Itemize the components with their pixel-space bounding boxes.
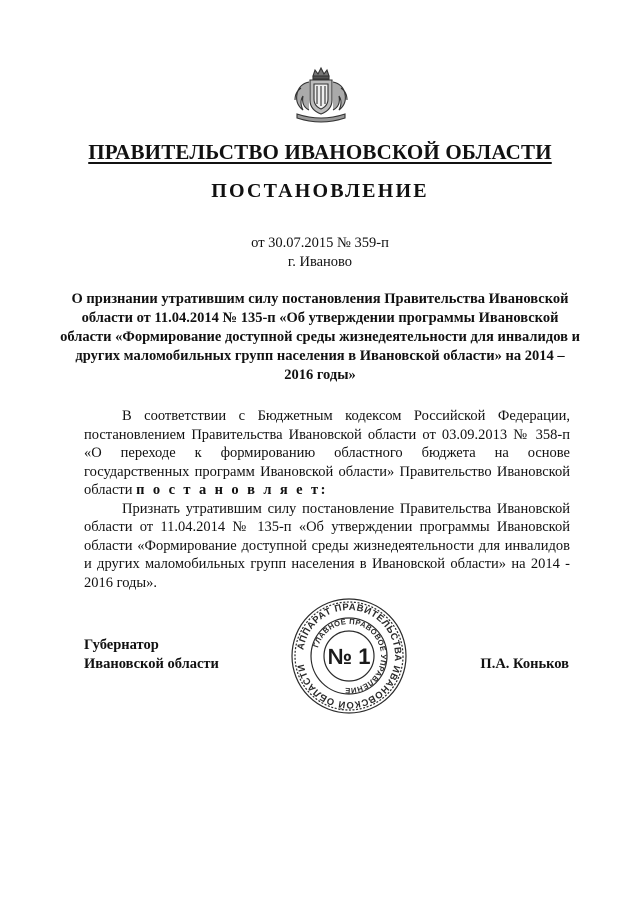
signatory-position: Губернатор Ивановской области	[84, 637, 219, 672]
paragraph-1: В соответствии с Бюджетным кодексом Российской Федерации, постановлением Правительства Ивановской области от 03.09.2013 № 358-п «О переходе к формированию областного бюджета на основе государственных программ Ивановской области» Правительство Ивановской области п о с т а н о в л я е т:	[84, 408, 570, 498]
signatory-name: П.А. Коньков	[480, 656, 569, 672]
stamp-inner-text: ГЛАВНОЕ ПРАВОВОЕ УПРАВЛЕНИЕ	[311, 616, 389, 696]
coat-of-arms-icon	[289, 66, 353, 124]
stamp-ring-text: АППАРАТ ПРАВИТЕЛЬСТВА ИВАНОВСКОЙ ОБЛАСТИ	[295, 601, 404, 711]
document-heading: О признании утратившим силу постановления Правительства Ивановской области от 11.04.2014 № 135-п «Об утверждении программы Ивановской области «Формирование доступной среды жизнедеятельности для инвалидов и других маломобильных групп населения в Ивановской области» на 2014 – 2016 годы»	[60, 291, 580, 383]
date-number: от 30.07.2015 № 359-п	[251, 235, 389, 251]
paragraph-2: Признать утратившим силу постановление Правительства Ивановской области от 11.04.2014 № 135-п «Об утверждении программы Ивановской области «Формирование доступной среды жизнедеятельности для инвалидов и других маломобильных групп населения в Ивановской области» на 2014 - 2016 годы».	[84, 500, 570, 591]
official-stamp	[290, 597, 408, 715]
document-meta	[0, 234, 640, 272]
document-body	[84, 407, 570, 592]
city: г. Иваново	[287, 254, 353, 270]
resolves-word: п о с т а н о в л я е т	[136, 482, 321, 498]
document-type: ПОСТАНОВЛЕНИЕ	[211, 180, 429, 202]
stamp-number: № 1	[327, 644, 371, 669]
government-title: ПРАВИТЕЛЬСТВО ИВАНОВСКОЙ ОБЛАСТИ	[88, 140, 552, 164]
